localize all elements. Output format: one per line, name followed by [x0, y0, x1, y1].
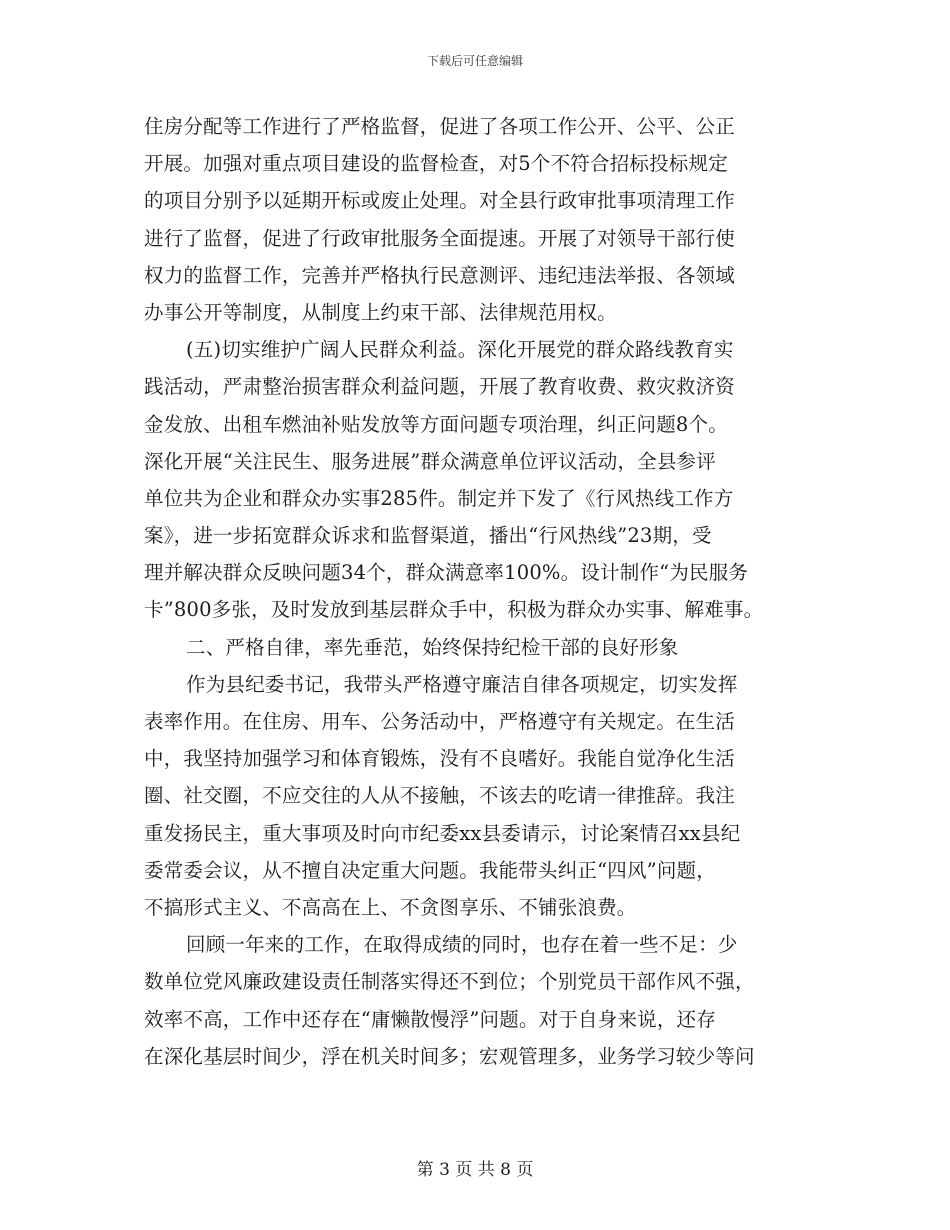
text-line: 住房分配等工作进行了严格监督，促进了各项工作公开、公平、公正 — [144, 115, 736, 138]
text-line: 在深化基层时间少，浮在机关时间多；宏观管理多，业务学习较少等问 — [144, 1044, 755, 1068]
text-line: 委常委会议，从不擅自决定重大问题。我能带头纠正“四风”问题， — [144, 858, 716, 882]
text-line: 卡”800多张，及时发放到基层群众手中，积极为群众办实事、解难事。 — [144, 598, 764, 622]
text-line: 开展。加强对重点项目建设的监督检查，对5个不符合招标投标规定 — [144, 152, 728, 176]
page-footer-pagination: 第 3 页 共 8 页 — [416, 1160, 534, 1180]
text-line: 中，我坚持加强学习和体育锻炼，没有不良嗜好。我能自觉净化生活 — [144, 747, 736, 771]
document-body — [144, 108, 804, 1075]
text-line: 数单位党风廉政建设责任制落实得还不到位；个别党员干部作风不强， — [144, 970, 755, 994]
text-line: 理并解决群众反映问题34个，群众满意率100%。设计制作“为民服务 — [144, 561, 749, 585]
text-line: 回顾一年来的工作，在取得成绩的同时，也存在着一些不足：少 — [186, 933, 738, 957]
text-line: 效率不高，工作中还存在“庸懒散慢浮”问题。对于自身来说，还存 — [144, 1007, 716, 1031]
text-line: 深化开展“关注民生、服务进展”群众满意单位评议活动，全县参评 — [144, 449, 716, 473]
text-line: (五)切实维护广阔人民群众利益。深化开展党的群众路线教育实 — [186, 338, 734, 362]
text-line: 办事公开等制度，从制度上约束干部、法律规范用权。 — [144, 300, 617, 324]
text-line: 不搞形式主义、不高高在上、不贪图享乐、不铺张浪费。 — [144, 895, 637, 919]
text-line: 单位共为企业和群众办实事285件。制定并下发了《行风热线工作方 — [144, 486, 734, 510]
text-line: 重发扬民主，重大事项及时向市纪委xx县委请示，讨论案情召xx县纪 — [144, 821, 741, 845]
text-line: 的项目分别予以延期开标或废止处理。对全县行政审批事项清理工作 — [144, 189, 736, 213]
text-line: 进行了监督，促进了行政审批服务全面提速。开展了对领导干部行使 — [144, 226, 736, 250]
text-line: 作为县纪委书记，我带头严格遵守廉洁自律各项规定，切实发挥 — [186, 672, 738, 696]
text-line: 二、严格自律，率先垂范，始终保持纪检干部的良好形象 — [186, 635, 679, 659]
text-line: 圈、社交圈，不应交往的人从不接触，不该去的吃请一律推辞。我注 — [144, 784, 736, 808]
text-line: 金发放、出租车燃油补贴发放等方面问题专项治理，纠正问题8个。 — [144, 412, 728, 436]
page-header: 下载后可任意编辑 — [426, 54, 523, 68]
text-line: 案》，进一步拓宽群众诉求和监督渠道，播出“行风热线”23期，受 — [144, 524, 712, 548]
text-line: 践活动，严肃整治损害群众利益问题，开展了教育收费、救灾救济资 — [144, 375, 736, 399]
text-line: 权力的监督工作，完善并严格执行民意测评、违纪违法举报、各领域 — [144, 263, 736, 287]
text-line: 表率作用。在住房、用车、公务活动中，严格遵守有关规定。在生活 — [144, 710, 736, 733]
